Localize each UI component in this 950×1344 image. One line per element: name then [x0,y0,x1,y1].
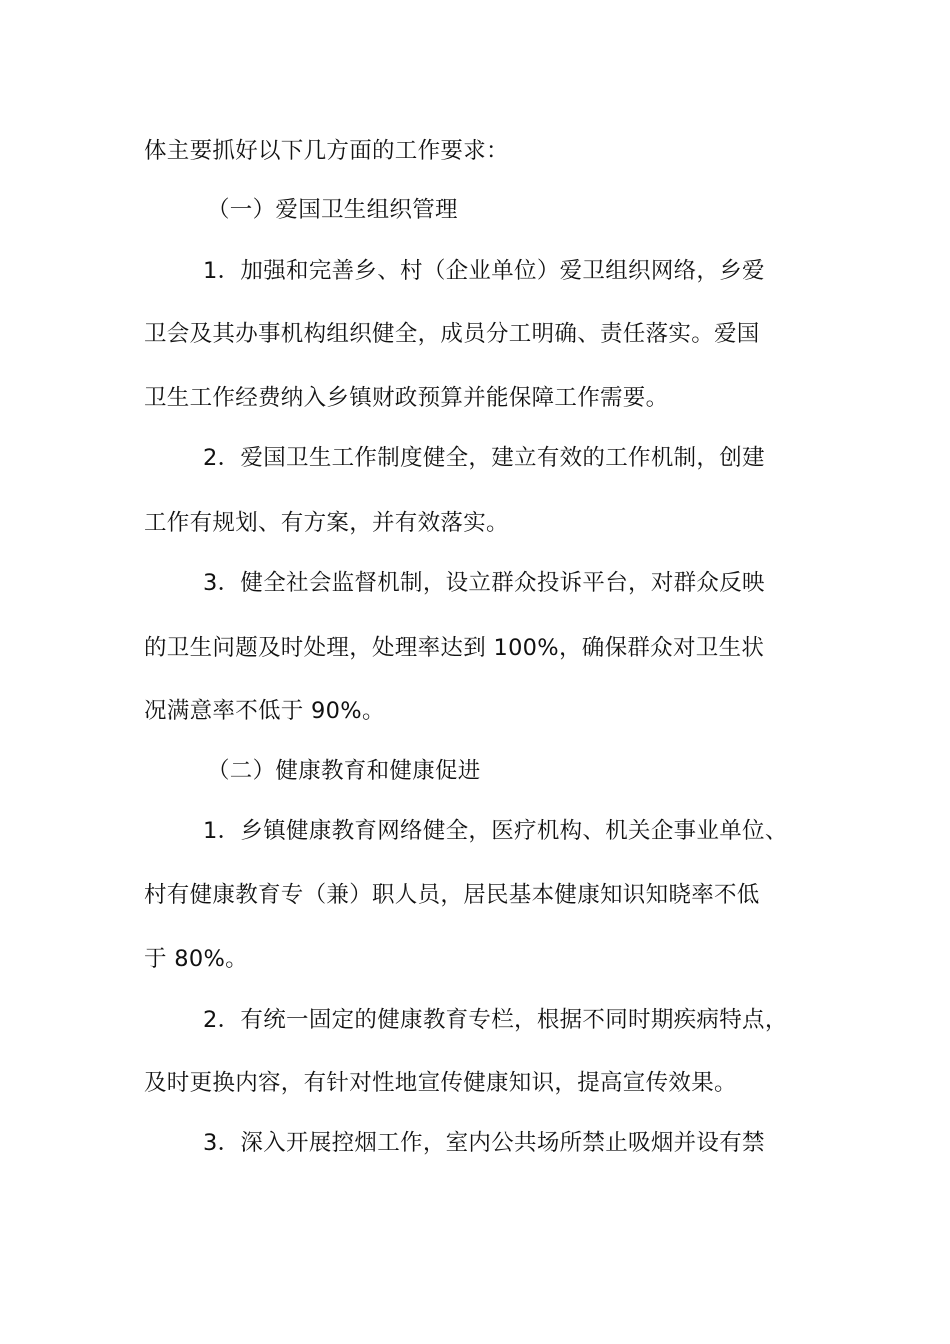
paragraph-line: 况满意率不低于 90%。 [144,698,385,724]
paragraph-line: 体主要抓好以下几方面的工作要求： [144,138,509,164]
paragraph-line: 工作有规划、有方案，并有效落实。 [144,510,509,536]
paragraph-line: 2．爱国卫生工作制度健全，建立有效的工作机制，创建 [203,445,765,471]
paragraph-line: 3．健全社会监督机制，设立群众投诉平台，对群众反映 [203,570,765,596]
section-heading: （二）健康教育和健康促进 [207,758,481,784]
paragraph-line: 2．有统一固定的健康教育专栏，根据不同时期疾病特点， [203,1007,788,1033]
paragraph-line: 1．加强和完善乡、村（企业单位）爱卫组织网络，乡爱 [203,258,765,284]
paragraph-line: 卫会及其办事机构组织健全，成员分工明确、责任落实。爱国 [144,321,760,347]
paragraph-line: 及时更换内容，有针对性地宣传健康知识，提高宣传效果。 [144,1070,737,1096]
section-heading: （一）爱国卫生组织管理 [207,197,458,223]
paragraph-line: 于 80%。 [144,946,248,972]
paragraph-line: 卫生工作经费纳入乡镇财政预算并能保障工作需要。 [144,385,669,411]
paragraph-line: 村有健康教育专（兼）职人员，居民基本健康知识知晓率不低 [144,882,760,908]
paragraph-line: 3．深入开展控烟工作，室内公共场所禁止吸烟并设有禁 [203,1130,765,1156]
paragraph-line: 1．乡镇健康教育网络健全，医疗机构、机关企事业单位、 [203,818,788,844]
paragraph-line: 的卫生问题及时处理，处理率达到 100%，确保群众对卫生状 [144,635,765,661]
